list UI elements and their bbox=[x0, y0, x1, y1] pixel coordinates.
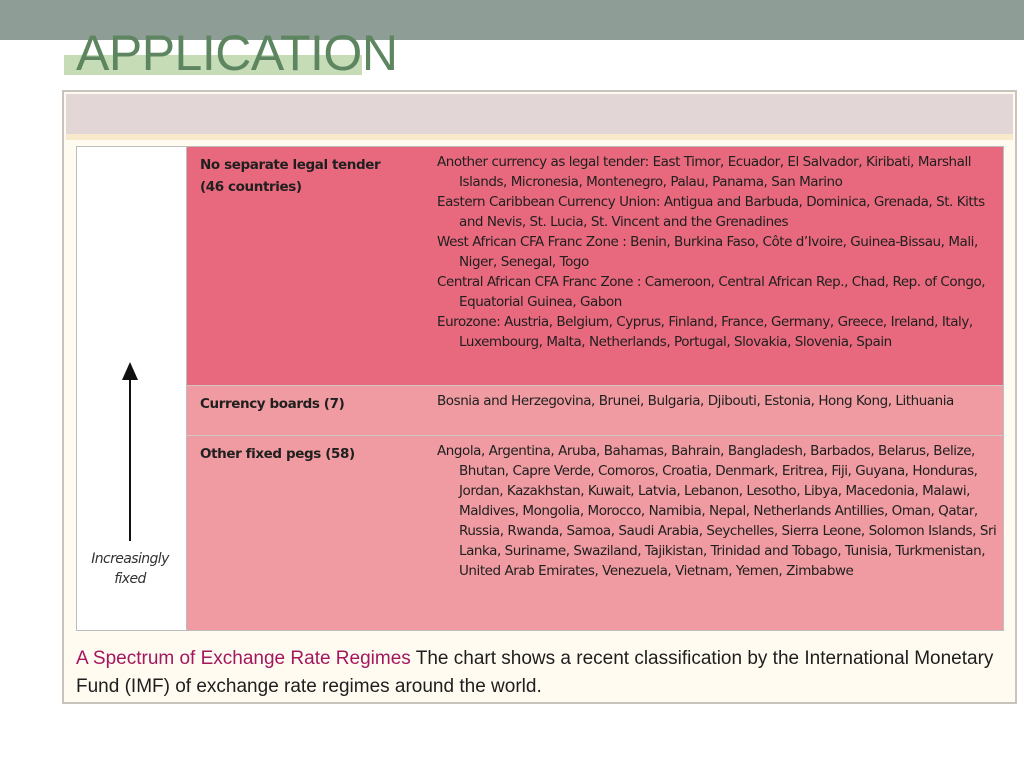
country-entry: Central African CFA Franc Zone : Cameroon, Central African Rep., Chad, Rep. of Congo, Equatorial Guinea, Gabon bbox=[437, 274, 986, 310]
up-arrow-icon bbox=[77, 147, 185, 547]
caption-title: A Spectrum of Exchange Rate Regimes bbox=[76, 648, 411, 669]
regime-row-no-separate-tender bbox=[187, 147, 1003, 386]
regime-row-other-fixed-pegs bbox=[187, 436, 1003, 630]
country-entry: Eurozone: Austria, Belgium, Cyprus, Finland, France, Germany, Greece, Ireland, Italy, Luxembourg, Malta, Netherlands, Portugal, Slovakia, Slovenia, Spain bbox=[437, 314, 973, 350]
slide-title: APPLICATION bbox=[76, 25, 398, 81]
axis-column bbox=[77, 147, 187, 630]
figure-caption bbox=[76, 645, 1006, 701]
axis-label bbox=[77, 549, 183, 589]
regime-name: Other fixed pegs (58) bbox=[200, 446, 355, 462]
country-entry: Eastern Caribbean Currency Union: Antigua and Barbuda, Dominica, Grenada, St. Kitts and Nevis, St. Lucia, St. Vincent and the Grenadines bbox=[437, 194, 985, 230]
country-entry: Bosnia and Herzegovina, Brunei, Bulgaria, Djibouti, Estonia, Hong Kong, Lithuania bbox=[437, 393, 954, 409]
regime-row-currency-boards bbox=[187, 386, 1003, 436]
caption-body: The chart shows a recent classification by the International Monetary Fund (IMF) of exchange rate regimes around the world. bbox=[76, 648, 994, 697]
country-list bbox=[437, 391, 997, 411]
figure-frame-header bbox=[66, 94, 1013, 134]
country-list bbox=[437, 441, 997, 581]
country-entry: West African CFA Franc Zone : Benin, Burkina Faso, Côte d’Ivoire, Guinea-Bissau, Mali, Niger, Senegal, Togo bbox=[437, 234, 978, 270]
regime-name-line-2: (46 countries) bbox=[200, 179, 302, 195]
regime-name: Currency boards (7) bbox=[200, 396, 345, 412]
country-list bbox=[437, 152, 997, 352]
axis-label-line-2: fixed bbox=[114, 571, 146, 587]
country-entry: Angola, Argentina, Aruba, Bahamas, Bahrain, Bangladesh, Barbados, Belarus, Belize, Bhutan, Capre Verde, Comoros, Croatia, Denmark, Eritrea, Fiji, Guyana, Honduras, Jordan, Kazakhstan, Kuwait, Latvia, Lebanon, Lesotho, Libya, Macedonia, Malawi, Maldives, Mongolia, Morocco, Namibia, Nepal, Netherlands Antillies, Oman, Qatar, Russia, Rwanda, Samoa, Saudi Arabia, Seychelles, Sierra Leone, Solomon Islands, Sri Lanka, Suriname, Swaziland, Tajikistan, Trinidad and Tobago, Tunisia, Turkmenistan, United Arab Emirates, Venezuela, Vietnam, Yemen, Zimbabwe bbox=[437, 443, 997, 579]
regime-name-line-1: No separate legal tender bbox=[200, 157, 381, 173]
exchange-rate-figure bbox=[76, 146, 1004, 631]
country-entry: Another currency as legal tender: East Timor, Ecuador, El Salvador, Kiribati, Marshall Islands, Micronesia, Montenegro, Palau, Panama, San Marino bbox=[437, 154, 972, 190]
figure-frame-stripe bbox=[66, 134, 1013, 140]
axis-label-line-1: Increasingly bbox=[91, 551, 169, 567]
regime-name bbox=[200, 154, 410, 198]
